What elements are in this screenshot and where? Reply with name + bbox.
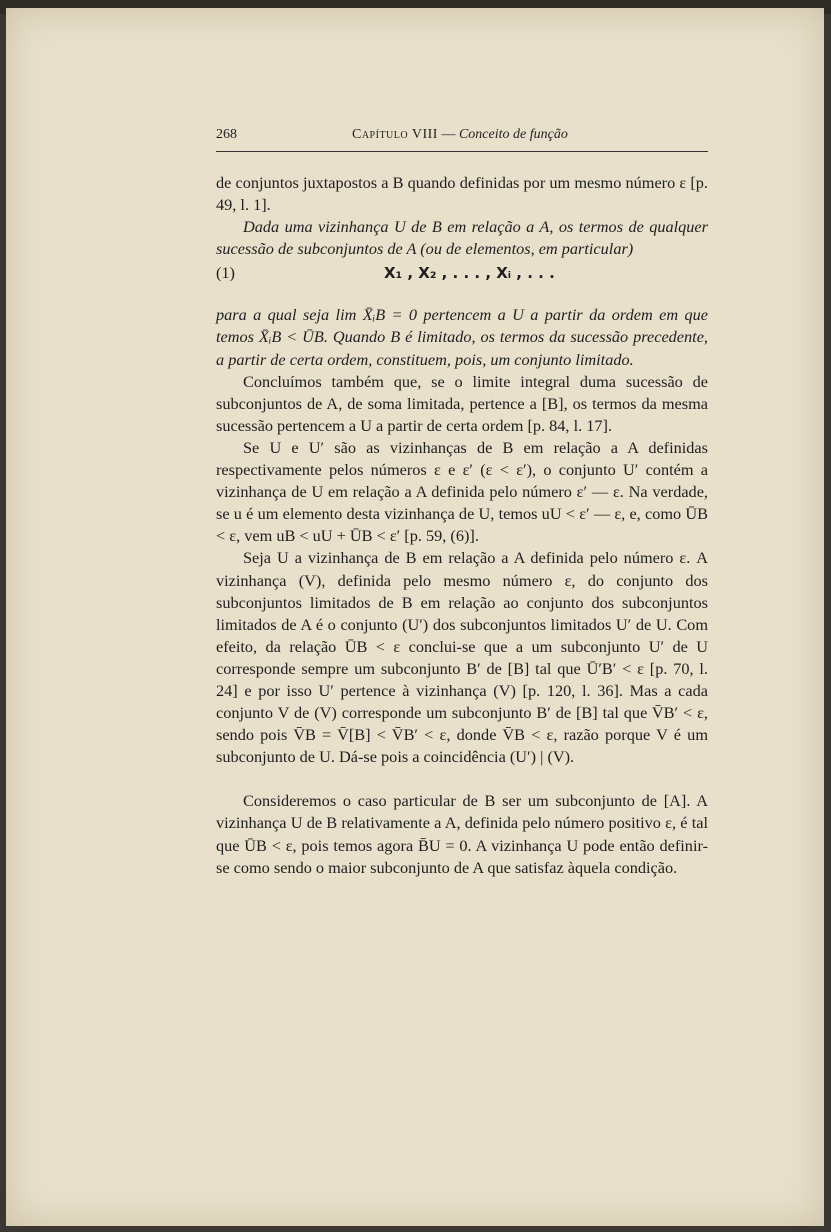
body-text — [216, 172, 708, 879]
header-separator: — — [437, 127, 459, 142]
running-head — [352, 127, 568, 143]
paragraph-4: Concluímos também que, se o limite integral duma sucessão de subconjuntos de A, de soma limitada, pertence a [B], os termos da mesma sucessão pertencem a U a partir de certa ordem [p. 84, l. 17]. — [216, 371, 708, 435]
paragraph-7: Consideremos o caso particular de B ser um subconjunto de [A]. A vizinhança U de B relativamente a A, definida pelo número positivo ε, é tal que ŪB < ε, pois temos agora B̄U = 0. A vizinhança U pode então definir-se como sendo o maior subconjunto de A que satisfaz àquela condição. — [216, 791, 708, 877]
page-number: 268 — [216, 127, 237, 142]
paragraph-2: Dada uma vizinhança U de B em relação a A, os termos de qualquer sucessão de subconjuntos de A (ou de elementos, em particular) — [216, 217, 708, 259]
paragraph-5: Se U e U′ são as vizinhanças de B em relação a A definidas respectivamente pelos números ε e ε′ (ε < ε′), o conjunto U′ contém a vizinhança de U em relação a A definida pelo número ε′ — ε. Na verdade, se u é um elemento desta vizinhança de U, temos uU < ε′ — ε, e, como ŪB < ε, vem uB < uU + ŪB < ε′ [p. 59, (6)]. — [216, 437, 708, 546]
paragraph-1: de conjuntos juxtapostos a B quando definidas por um mesmo número ε [p. 49, l. 1]. — [216, 173, 708, 215]
equation-expression: X₁ , X₂ , . . . , Xᵢ , . . . — [384, 264, 555, 283]
page-header — [216, 125, 708, 152]
equation-number: (1) — [216, 263, 235, 283]
paragraph-6: Seja U a vizinhança de B em relação a A definida pelo número ε. A vizinhança (V), definida pelo mesmo número ε, do conjunto dos subconjuntos limitados de B em relação ao conjunto dos subconjuntos limitados de A é o conjunto (U′) dos subconjuntos limitados U′ de U. Com efeito, da relação ŪB < ε conclui-se que a um subconjunto U′ de U corresponde sempre um subconjunto B′ de [B] tal que Ū′B′ < ε [p. 70, l. 24] e por isso U′ pertence à vizinhança (V) [p. 120, l. 36]. Mas a cada conjunto V de (V) corresponde um subconjunto B′ de [B] tal que V̄B′ < ε, sendo pois V̄B = V̄[B] < V̄B′ < ε, donde V̄B < ε, razão porque V é um subconjunto de U. Dá-se pois a coincidência (U′) | (V). — [216, 548, 708, 767]
chapter-title: Conceito de função — [458, 127, 568, 142]
equation-1 — [216, 260, 708, 290]
chapter-label: Capítulo VIII — [352, 127, 438, 142]
paragraph-3: para a qual seja lim X̄ᵢB = 0 pertencem a U a partir da ordem em que temos X̄ᵢB < ŪB. Quando B é limitado, os termos da sucessão precedente, a partir de certa ordem, constituem, pois, um conjunto limitado. — [216, 305, 708, 369]
